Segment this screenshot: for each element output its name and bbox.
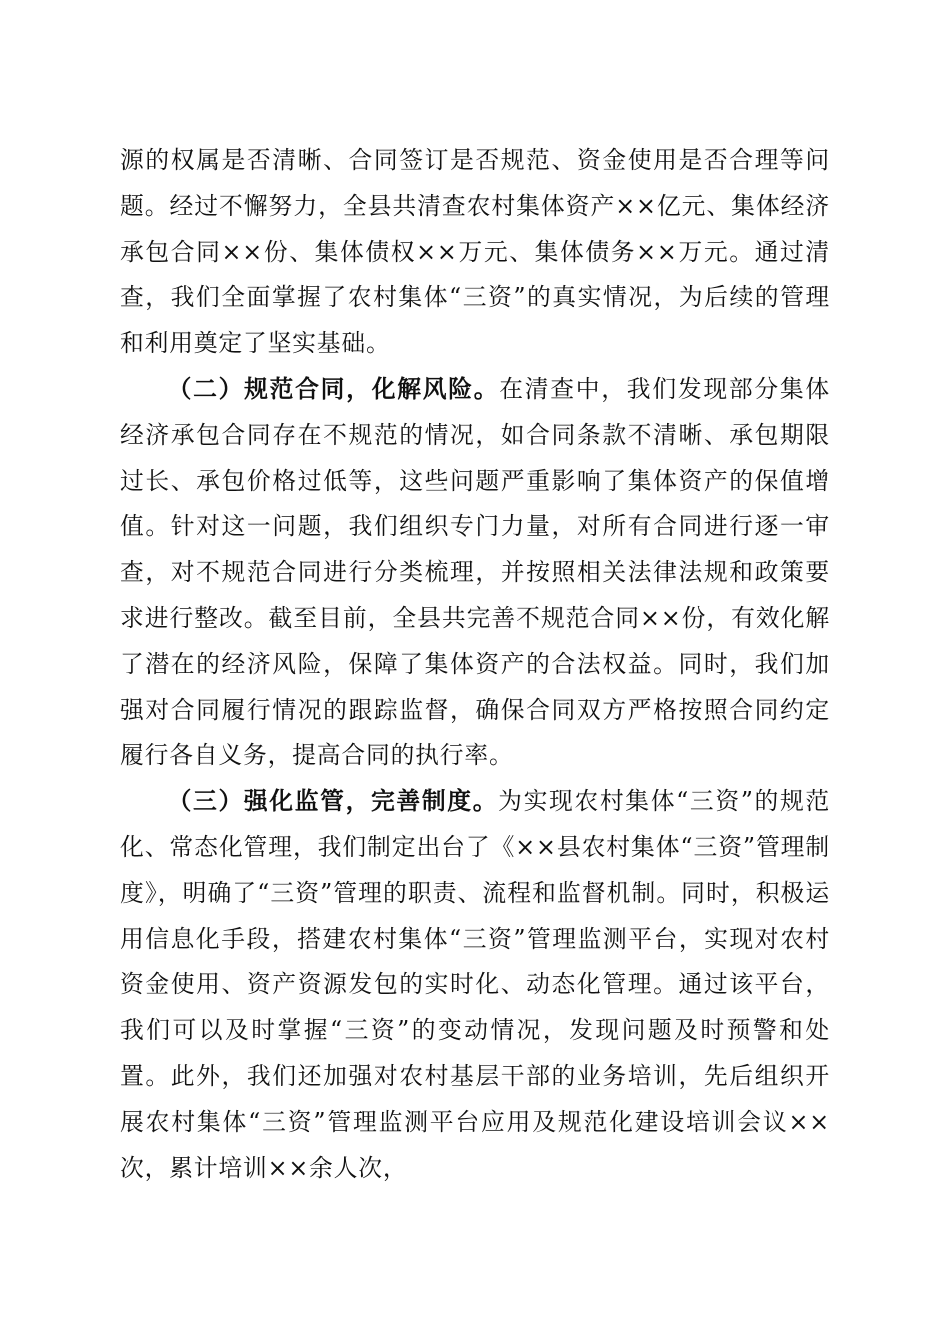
paragraph-1-text: 源的权属是否清晰、合同签订是否规范、资金使用是否合理等问题。经过不懈努力，全县共清查农村集体资产××亿元、集体经济承包合同××份、集体债权××万元、集体债务××万元。通过清查，我们全面掌握了农村集体“三资”的真实情况，为后续的管理和利用奠定了坚实基础。 — [120, 146, 830, 358]
paragraph-3-text: 为实现农村集体“三资”的规范化、常态化管理，我们制定出台了《××县农村集体“三资”管理制度》，明确了“三资”管理的职责、流程和监督机制。同时，积极运用信息化手段，搭建农村集体“三资”管理监测平台，实现对农村资金使用、资产资源发包的实时化、动态化管理。通过该平台，我们可以及时掌握“三资”的变动情况，发现问题及时预警和处置。此外，我们还加强对农村基层干部的业务培训，先后组织开展农村集体“三资”管理监测平台应用及规范化建设培训会议××次，累计培训××余人次， — [120, 787, 831, 1182]
paragraph-2-heading: （二）规范合同，化解风险。 — [167, 374, 500, 403]
document-body — [120, 138, 830, 1191]
paragraph-2 — [120, 367, 830, 779]
paragraph-3-heading: （三）强化监管，完善制度。 — [167, 787, 499, 816]
paragraph-2-text: 在清查中，我们发现部分集体经济承包合同存在不规范的情况，如合同条款不清晰、承包期限过长、承包价格过低等，这些问题严重影响了集体资产的保值增值。针对这一问题，我们组织专门力量，对所有合同进行逐一审查，对不规范合同进行分类梳理，并按照相关法律法规和政策要求进行整改。截至目前，全县共完善不规范合同××份，有效化解了潜在的经济风险，保障了集体资产的合法权益。同时，我们加强对合同履行情况的跟踪监督，确保合同双方严格按照合同约定履行各自义务，提高合同的执行率。 — [120, 374, 830, 770]
paragraph-1 — [120, 138, 830, 367]
paragraph-3 — [120, 779, 830, 1191]
